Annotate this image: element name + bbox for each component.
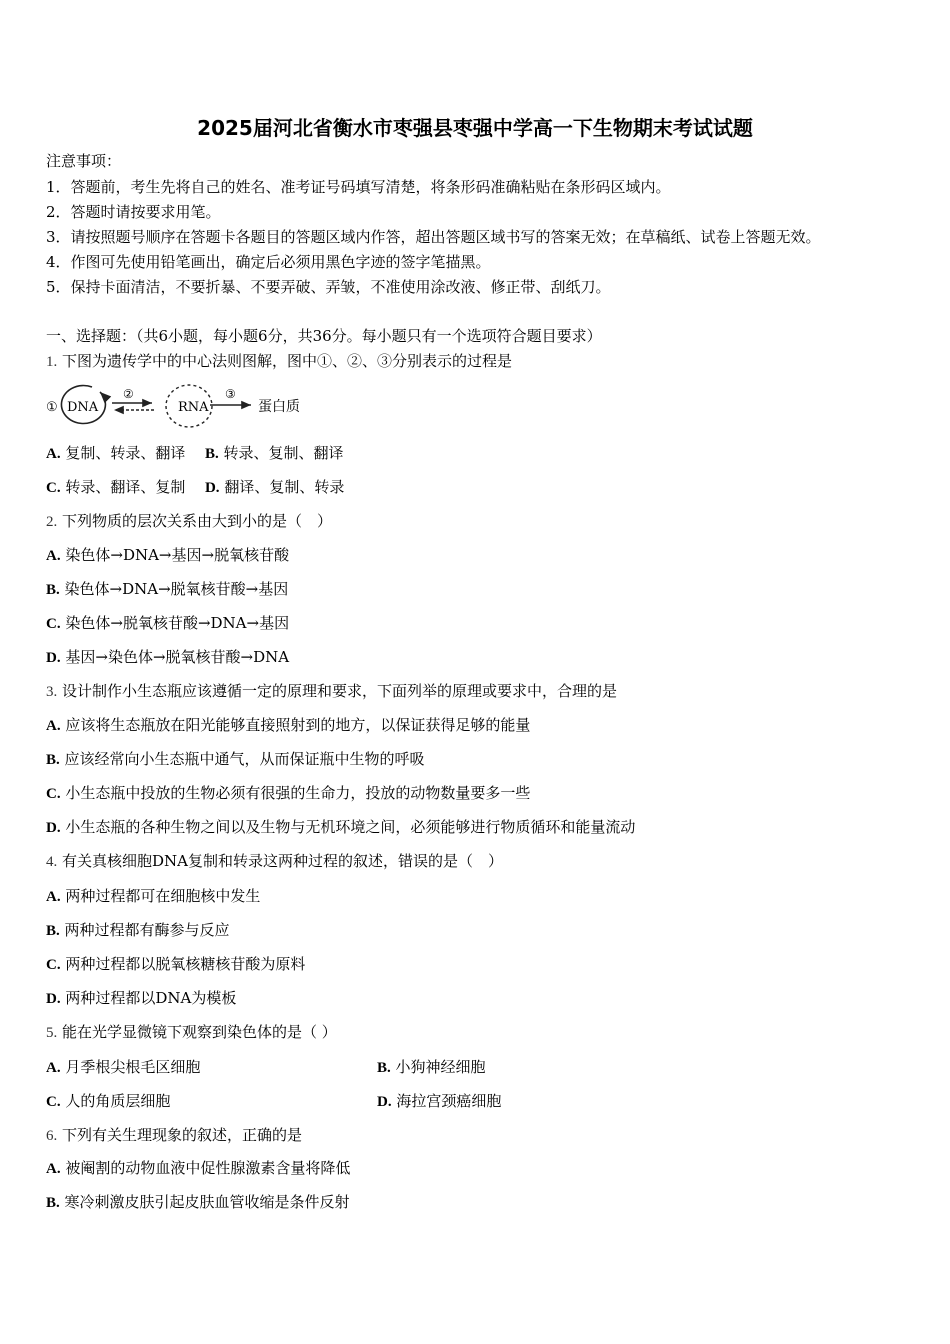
option — [377, 1091, 501, 1112]
option-row — [46, 477, 344, 498]
option-text: 复制、转录、翻译 — [65, 444, 186, 462]
option-text: 人的角质层细胞 — [65, 1092, 171, 1110]
option-text: 染色体→DNA→基因→脱氧核苷酸 — [65, 546, 290, 564]
protein-label: 蛋白质 — [258, 399, 300, 415]
option-letter: D. — [46, 650, 61, 666]
label-1: ① — [46, 400, 58, 415]
question-number: 4. — [46, 854, 58, 870]
label-3: ③ — [225, 387, 236, 401]
option — [46, 783, 530, 804]
question-4 — [46, 851, 503, 872]
option-text: 两种过程都以脱氧核糖核苷酸为原料 — [65, 955, 306, 973]
notice-item: 1．答题前，考生先将自己的姓名、准考证号码填写清楚，将条形码准确粘贴在条形码区域内。 — [46, 178, 671, 196]
option-letter: A. — [46, 1060, 61, 1076]
page-title: 2025届河北省衡水市枣强县枣强中学高一下生物期末考试试题 — [197, 116, 753, 140]
option-letter: B. — [46, 752, 60, 768]
option — [46, 749, 425, 770]
option-letter: D. — [204, 480, 220, 496]
option-text: 染色体→DNA→脱氧核苷酸→基因 — [64, 580, 289, 598]
option-text: 两种过程都以DNA为模板 — [65, 989, 237, 1007]
label-2: ② — [123, 387, 134, 401]
option-letter: A. — [46, 1161, 61, 1177]
option — [46, 579, 288, 600]
notice-item: 2．答题时请按要求用笔。 — [46, 203, 221, 221]
option-letter: C. — [46, 480, 61, 496]
option-letter: C. — [46, 957, 61, 973]
question-3 — [46, 681, 617, 702]
question-2 — [46, 511, 332, 532]
question-number: 6. — [46, 1128, 58, 1144]
option-text: 应该经常向小生态瓶中通气，从而保证瓶中生物的呼吸 — [64, 750, 425, 768]
option — [46, 920, 230, 941]
question-number: 3. — [46, 684, 58, 700]
option-letter: A. — [46, 718, 61, 734]
central-dogma-diagram — [44, 380, 314, 432]
option-text: 转录、复制、翻译 — [223, 444, 344, 462]
option — [377, 1057, 486, 1078]
question-text: 下图为遗传学中的中心法则图解，图中①、②、③分别表示的过程是 — [62, 352, 513, 370]
option — [46, 1057, 200, 1078]
option-text: 基因→染色体→脱氧核苷酸→DNA — [65, 648, 290, 666]
option — [46, 545, 289, 566]
option-row — [46, 443, 344, 464]
question-text: 下列有关生理现象的叙述，正确的是 — [62, 1126, 303, 1144]
question-number: 1. — [46, 354, 58, 370]
notice-item: 3．请按照题号顺序在答题卡各题目的答题区域内作答，超出答题区域书写的答案无效；在草稿纸、试卷上答题无效。 — [46, 228, 821, 246]
dna-label: DNA — [67, 400, 99, 415]
notice-item: 5．保持卡面清洁，不要折暴、不要弄破、弄皱，不准使用涂改液、修正带、刮纸刀。 — [46, 278, 611, 296]
option-text: 转录、翻译、复制 — [65, 478, 186, 496]
question-5 — [46, 1022, 337, 1043]
option-letter: B. — [46, 1195, 60, 1211]
option-text: 应该将生态瓶放在阳光能够直接照射到的地方，以保证获得足够的能量 — [65, 716, 531, 734]
question-number: 5. — [46, 1025, 58, 1041]
question-6 — [46, 1125, 302, 1146]
option — [46, 1192, 350, 1213]
section-heading: 一、选择题：（共6小题，每小题6分，共36分。每小题只有一个选项符合题目要求） — [46, 327, 602, 345]
rna-label: RNA — [178, 400, 209, 415]
option-letter: A. — [46, 446, 61, 462]
option — [46, 817, 635, 838]
option-letter: B. — [46, 582, 60, 598]
option-letter: D. — [46, 820, 61, 836]
option — [46, 886, 260, 907]
option-letter: D. — [46, 991, 61, 1007]
question-text: 能在光学显微镜下观察到染色体的是（ ） — [62, 1023, 337, 1041]
notice-heading: 注意事项： — [46, 152, 122, 170]
question-number: 2. — [46, 514, 58, 530]
notice-item: 4．作图可先使用铅笔画出，确定后必须用黑色字迹的签字笔描黑。 — [46, 253, 491, 271]
option — [46, 613, 289, 634]
option-text: 两种过程都有酶参与反应 — [64, 921, 230, 939]
option-text: 月季根尖根毛区细胞 — [65, 1058, 201, 1076]
question-text: 设计制作小生态瓶应该遵循一定的原理和要求，下面列举的原理或要求中，合理的是 — [62, 682, 618, 700]
question-1 — [46, 351, 512, 372]
option — [46, 1091, 170, 1112]
option-text: 两种过程都可在细胞核中发生 — [65, 887, 261, 905]
option — [46, 715, 530, 736]
option-text: 寒冷刺激皮肤引起皮肤血管收缩是条件反射 — [64, 1193, 350, 1211]
option — [46, 988, 236, 1009]
option-letter: C. — [46, 1094, 61, 1110]
option-text: 海拉宫颈癌细胞 — [396, 1092, 502, 1110]
option-letter: A. — [46, 548, 61, 564]
option — [46, 954, 305, 975]
option-text: 小狗神经细胞 — [395, 1058, 486, 1076]
option-text: 小生态瓶的各种生物之间以及生物与无机环境之间，必须能够进行物质循环和能量流动 — [65, 818, 636, 836]
option-letter: B. — [377, 1060, 391, 1076]
option — [46, 647, 289, 668]
option-letter: C. — [46, 616, 61, 632]
option-letter: C. — [46, 786, 61, 802]
option-letter: A. — [46, 889, 61, 905]
option-letter: B. — [204, 446, 219, 462]
option-text: 翻译、复制、转录 — [224, 478, 345, 496]
option-text: 被阉割的动物血液中促性腺激素含量将降低 — [65, 1159, 351, 1177]
question-text: 有关真核细胞DNA复制和转录这两种过程的叙述，错误的是（ ） — [62, 852, 504, 870]
question-text: 下列物质的层次关系由大到小的是（ ） — [62, 512, 333, 530]
option — [46, 1158, 350, 1179]
option-letter: B. — [46, 923, 60, 939]
option-letter: D. — [377, 1094, 392, 1110]
option-text: 染色体→脱氧核苷酸→DNA→基因 — [65, 614, 290, 632]
option-text: 小生态瓶中投放的生物必须有很强的生命力，投放的动物数量要多一些 — [65, 784, 531, 802]
